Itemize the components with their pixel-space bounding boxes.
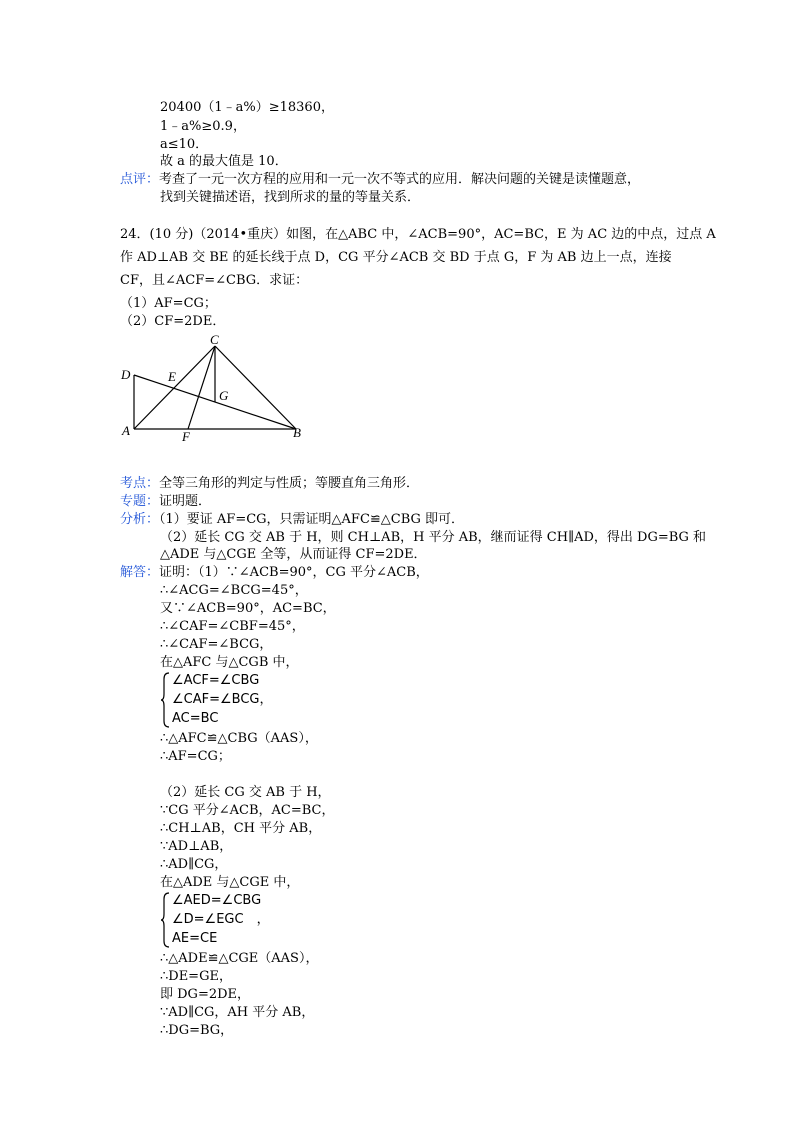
- proof-line: 又∵∠ACB=90°，AC=BC，: [160, 601, 336, 616]
- solution-line: 故 a 的最大值是 10．: [160, 154, 288, 169]
- label-A: A: [122, 423, 130, 438]
- label-D: D: [121, 367, 131, 382]
- jieda-row: [120, 564, 429, 582]
- label-G: G: [219, 388, 229, 403]
- kaodian-text: 全等三角形的判定与性质；等腰直角三角形．: [159, 476, 420, 491]
- proof-line: ∴△AFC≌△CBG（AAS），: [160, 731, 318, 746]
- proof-line: （2）延长 CG 交 AB 于 H，: [160, 785, 331, 800]
- proof-line: ∴△ADE≌△CGE（AAS），: [160, 951, 319, 966]
- problem-text: 作 AD⊥AB 交 BE 的延长线于点 D，CG 平分∠ACB 交 BD 于点 G，F 为 AB 边上一点，连接: [120, 250, 672, 265]
- solution-line: a≤10．: [160, 137, 209, 152]
- problem-text: 24．(10 分)（2014•重庆）如图，在△ABC 中，∠ACB=90°，AC=BC，E 为 AC 边的中点，过点 A: [120, 227, 716, 242]
- proof-line: ∵AD∥CG，AH 平分 AB，: [160, 1005, 315, 1020]
- label-F: F: [182, 429, 190, 444]
- equation-system-1: [160, 672, 360, 728]
- fenxi-text: （1）要证 AF=CG，只需证明△AFC≌△CBG 即可．: [159, 512, 465, 527]
- condition: AE=CE: [172, 931, 218, 946]
- solution-line: 20400（1﹣a%）≥18360，: [160, 100, 334, 115]
- proof-line: ∴CH⊥AB，CH 平分 AB，: [160, 821, 322, 836]
- proof-line: 在△AFC 与△CGB 中，: [160, 655, 299, 670]
- proof-line: ∴AD∥CG，: [160, 857, 228, 872]
- label-C: C: [210, 333, 219, 347]
- comment-text: 找到关键描述语，找到所求的量的等量关系．: [160, 190, 421, 205]
- solution-line: 1﹣a%≥0.9，: [160, 119, 246, 134]
- fenxi-text: △ADE 与△CGE 全等，从而证得 CF=2DE．: [160, 547, 427, 562]
- proof-line: ∵CG 平分∠ACB，AC=BC，: [160, 803, 335, 818]
- segment-CF: [188, 346, 215, 429]
- proof-line: ∴∠CAF=∠BCG，: [160, 637, 273, 652]
- proof-line: 即 DG=2DE，: [160, 987, 251, 1002]
- triangle-figure: [118, 333, 318, 445]
- kaodian-row: [120, 475, 419, 493]
- proof-line: ∵AD⊥AB，: [160, 839, 233, 854]
- fenxi-tag: 分析：: [120, 512, 160, 527]
- zhuanti-tag: 专题：: [120, 494, 160, 509]
- proof-line: ∴DE=GE，: [160, 969, 232, 984]
- proof-line: 在△ADE 与△CGE 中，: [160, 875, 300, 890]
- condition: ∠CAF=∠BCG，: [172, 692, 273, 707]
- problem-text: CF，且∠ACF=∠CBG．求证：: [120, 273, 309, 288]
- question-2: （2）CF=2DE．: [120, 314, 226, 329]
- condition: ∠AED=∠CBG: [172, 893, 262, 908]
- zhuanti-text: 证明题．: [159, 494, 212, 509]
- comment-tag: 点评：: [120, 172, 160, 187]
- brace-icon: [160, 672, 172, 728]
- fenxi-row: [120, 511, 464, 529]
- proof-line: ∴DG=BG，: [160, 1023, 234, 1038]
- proof-line: 证明：（1）∵∠ACB=90°，CG 平分∠ACB，: [159, 565, 429, 580]
- proof-line: ∴∠CAF=∠CBF=45°，: [160, 619, 305, 634]
- question-1: （1）AF=CG；: [120, 296, 217, 311]
- comment-text: 考查了一元一次方程的应用和一元一次不等式的应用．解决问题的关键是读懂题意，: [159, 172, 641, 187]
- jieda-tag: 解答：: [120, 565, 160, 580]
- label-E: E: [168, 369, 176, 384]
- proof-line: ∴∠ACG=∠BCG=45°，: [160, 583, 308, 598]
- comment-row: [120, 171, 640, 189]
- zhuanti-row: [120, 493, 211, 511]
- condition: AC=BC: [172, 711, 219, 726]
- segment-AC: [134, 346, 215, 429]
- equation-system-2: [160, 892, 360, 948]
- fenxi-text: （2）延长 CG 交 AB 于 H，则 CH⊥AB，H 平分 AB，继而证得 CH∥AD，得出 DG=BG 和: [160, 530, 707, 545]
- condition: ∠D=∠EGC ，: [172, 912, 270, 927]
- kaodian-tag: 考点：: [120, 476, 160, 491]
- label-B: B: [293, 425, 301, 440]
- proof-line: ∴AF=CG；: [160, 749, 231, 764]
- brace-icon: [160, 892, 172, 948]
- condition: ∠ACF=∠CBG: [172, 673, 260, 688]
